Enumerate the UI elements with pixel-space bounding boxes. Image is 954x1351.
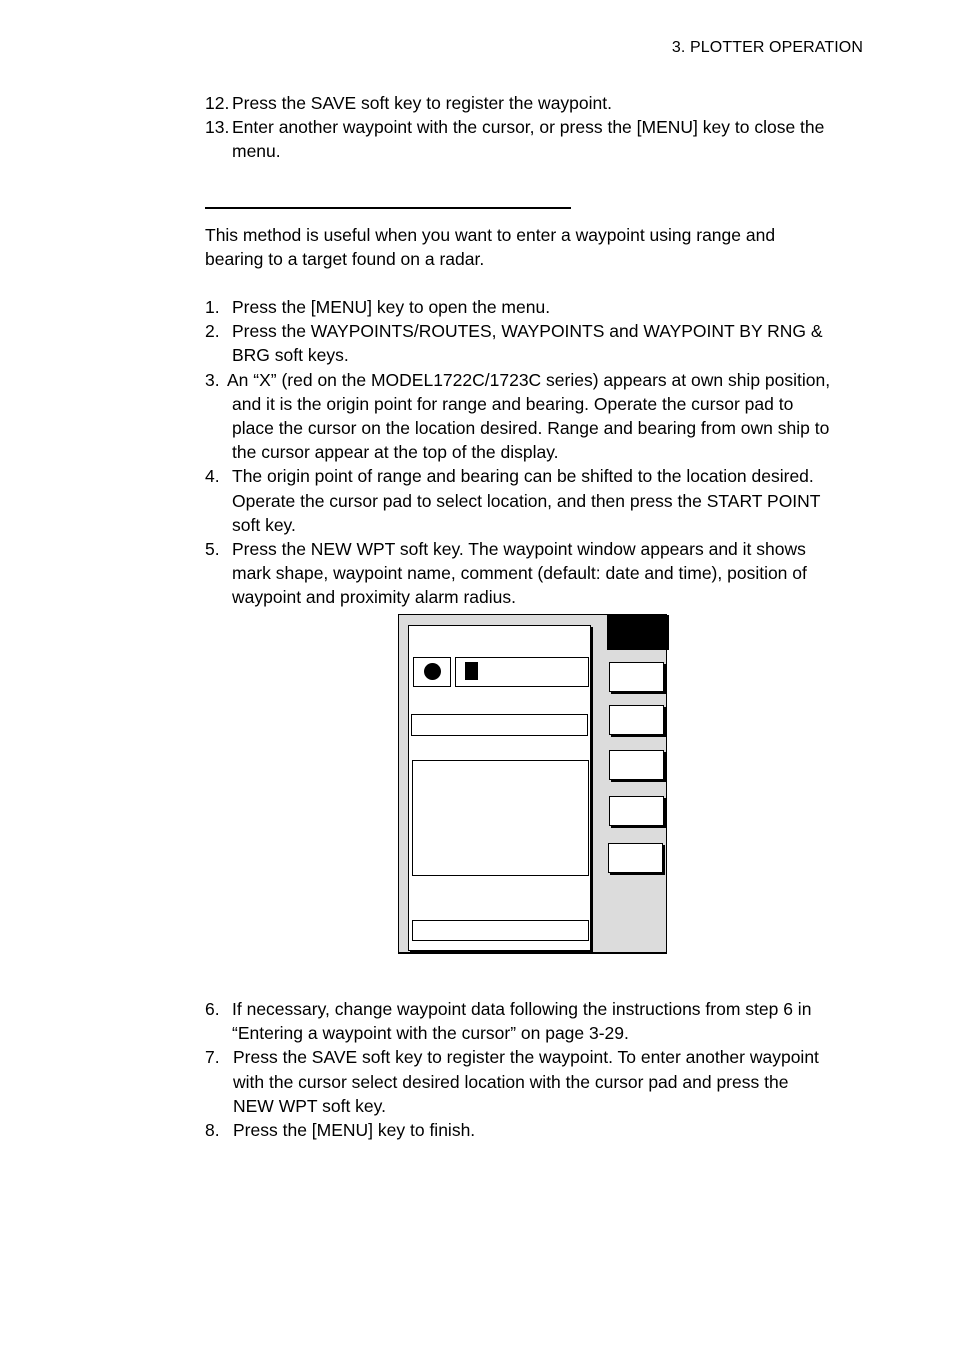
step-7: [205, 1045, 870, 1118]
step-text-line: Press the NEW WPT soft key. The waypoint window appears and it shows: [232, 539, 806, 560]
step-text-line: BRG soft keys.: [232, 345, 349, 366]
step-text-line: The origin point of range and bearing can be shifted to the location desired.: [232, 466, 814, 487]
step-number: 7.: [205, 1047, 220, 1068]
soft-key-3: [609, 750, 664, 780]
step-number: 6.: [205, 999, 220, 1019]
position-field: [412, 760, 589, 876]
step-text-line: Press the SAVE soft key to register the waypoint. To enter another waypoint: [233, 1047, 819, 1068]
proximity-alarm-field: [412, 920, 589, 941]
waypoint-name-field: [455, 657, 589, 687]
step-number: 8.: [205, 1120, 220, 1141]
procedure-steps: [205, 295, 870, 610]
intro-line: This method is useful when you want to enter a waypoint using range and: [205, 225, 776, 245]
step-text-line: the cursor appear at the top of the display.: [232, 442, 559, 463]
step-number: 5.: [205, 539, 220, 560]
step-text-line: If necessary, change waypoint data following the instructions from step 6 in: [232, 999, 812, 1019]
top-steps: [205, 91, 870, 164]
step-text-line: with the cursor select desired location with the cursor pad and press the: [233, 1071, 789, 1092]
step-2: [205, 319, 870, 367]
step-text-line: Press the [MENU] key to open the menu.: [232, 297, 551, 317]
soft-key-1: [609, 662, 664, 692]
circle-mark-icon: [424, 663, 441, 680]
step-number: 1.: [205, 297, 220, 317]
step-1: [205, 295, 870, 319]
soft-key-5: [608, 843, 663, 873]
step-5: [205, 537, 870, 610]
text-cursor-icon: [465, 662, 478, 680]
step-text-line: “Entering a waypoint with the cursor” on page 3-29.: [232, 1023, 629, 1044]
step-text-line: Press the [MENU] key to finish.: [233, 1120, 476, 1141]
comment-field: [411, 714, 588, 736]
step-number: 2.: [205, 321, 220, 342]
step-text: Press the SAVE soft key to register the waypoint.: [232, 93, 612, 113]
mark-shape-field: [413, 657, 451, 687]
soft-key-title-bar: [607, 615, 669, 650]
step-text-line: mark shape, waypoint name, comment (default: date and time), position of: [232, 563, 807, 584]
final-steps: [205, 997, 870, 1142]
step-3: [205, 368, 870, 465]
intro-paragraph: [205, 223, 845, 271]
step-text-line: place the cursor on the location desired. Range and bearing from own ship to: [232, 418, 830, 439]
step-text-line: Enter another waypoint with the cursor, or press the [MENU] key to close the: [232, 117, 825, 138]
soft-key-2: [609, 705, 664, 735]
step-number: 13.: [205, 117, 230, 138]
step-6: [205, 997, 870, 1045]
step-text-line: and it is the origin point for range and bearing. Operate the cursor pad to: [232, 393, 794, 414]
waypoint-window: [408, 625, 591, 951]
waypoint-screen-figure: [398, 614, 667, 954]
step-text-line: soft key.: [232, 514, 296, 535]
step-8: [205, 1118, 870, 1142]
step-text-line: waypoint and proximity alarm radius.: [232, 587, 517, 608]
step-text-line: Operate the cursor pad to select location, and then press the START POINT: [232, 490, 821, 511]
step-12: [205, 91, 870, 115]
step-4: [205, 464, 870, 537]
intro-line: bearing to a target found on a radar.: [205, 249, 485, 270]
step-number: 3.: [205, 369, 220, 390]
section-heading-rule: [205, 207, 571, 209]
step-number: 4.: [205, 466, 220, 487]
step-text-line: NEW WPT soft key.: [233, 1095, 386, 1116]
step-text-line: menu.: [232, 141, 281, 162]
soft-key-4: [609, 796, 664, 826]
step-number: 12.: [205, 93, 230, 113]
step-text-line: An “X” (red on the MODEL1722C/1723C series) appears at own ship position,: [227, 369, 831, 390]
step-text-line: Press the WAYPOINTS/ROUTES, WAYPOINTS and WAYPOINT BY RNG &: [232, 321, 823, 342]
page-header: 3. PLOTTER OPERATION: [671, 39, 863, 56]
step-13: [205, 115, 870, 163]
